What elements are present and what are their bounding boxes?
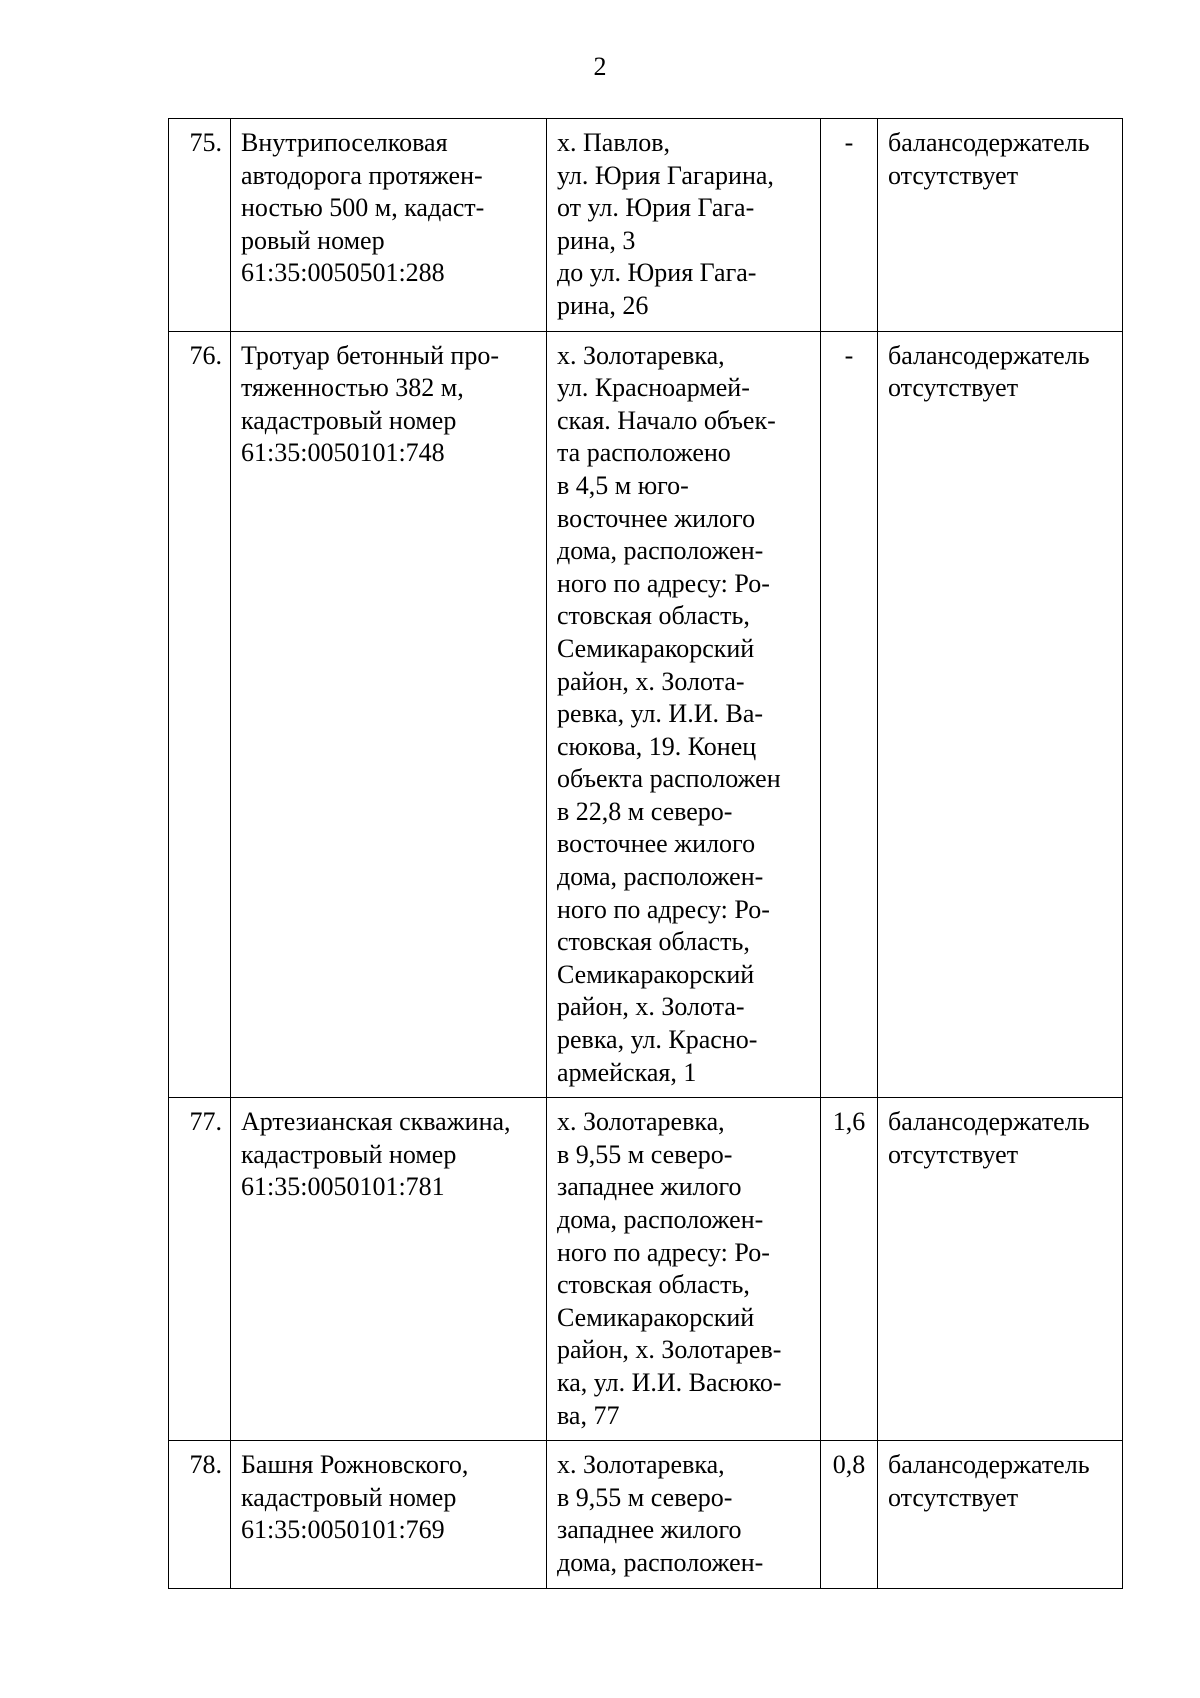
row-number: 77. bbox=[169, 1098, 231, 1441]
holder-line: балансодержатель bbox=[888, 340, 1090, 370]
address-cell bbox=[547, 119, 821, 332]
address-line: х. Золотаревка, bbox=[557, 340, 725, 370]
holder-cell bbox=[878, 1441, 1123, 1588]
object-name-line: Тротуар бетонный про- bbox=[241, 340, 499, 370]
holder-line: отсутствует bbox=[888, 160, 1019, 190]
holder-line: балансодержатель bbox=[888, 128, 1090, 157]
object-name-line: 61:35:0050501:288 bbox=[241, 258, 445, 288]
address-line: район, х. Золота- bbox=[557, 992, 745, 1022]
area-cell: - bbox=[821, 119, 878, 332]
address-line: дома, расположен- bbox=[557, 862, 764, 892]
address-line: армейская, 1 bbox=[557, 1057, 697, 1087]
object-name-line: ровый номер bbox=[241, 225, 385, 255]
object-name-line: Внутрипоселковая bbox=[241, 128, 448, 157]
object-name-line: автодорога протяжен- bbox=[241, 160, 483, 190]
address-line: та расположено bbox=[557, 438, 731, 468]
address-line: район, х. Золота- bbox=[557, 666, 745, 696]
holder-cell bbox=[878, 119, 1123, 332]
address-line: восточнее жилого bbox=[557, 503, 756, 533]
address-line: в 22,8 м северо- bbox=[557, 796, 733, 826]
address-line: ного по адресу: Ро- bbox=[557, 1237, 770, 1267]
address-line: х. Золотаревка, bbox=[557, 1450, 725, 1480]
address-line: ного по адресу: Ро- bbox=[557, 568, 770, 598]
object-name-line: Башня Рожновского, bbox=[241, 1450, 469, 1480]
row-number: 75. bbox=[169, 119, 231, 332]
registry-table-body bbox=[169, 119, 1123, 1589]
row-number: 78. bbox=[169, 1441, 231, 1588]
page-number: 2 bbox=[593, 52, 607, 81]
address-line: в 9,55 м северо- bbox=[557, 1139, 733, 1169]
holder-line: отсутствует bbox=[888, 1139, 1019, 1169]
table-row bbox=[169, 1098, 1123, 1441]
address-line: западнее жилого bbox=[557, 1515, 742, 1545]
address-line: восточнее жилого bbox=[557, 829, 756, 859]
address-line: Семикаракорский bbox=[557, 959, 755, 989]
address-line: ревка, ул. И.И. Ва- bbox=[557, 699, 764, 729]
address-line: ревка, ул. Красно- bbox=[557, 1025, 758, 1055]
object-name-line: Артезианская скважина, bbox=[241, 1107, 511, 1137]
object-name-line: 61:35:0050101:781 bbox=[241, 1172, 445, 1202]
address-line: район, х. Золотарев- bbox=[557, 1335, 782, 1365]
address-line: ного по адресу: Ро- bbox=[557, 894, 770, 924]
object-name-line: тяженностью 382 м, bbox=[241, 373, 464, 403]
address-line: западнее жилого bbox=[557, 1172, 742, 1202]
property-registry-table bbox=[168, 118, 1123, 1589]
holder-line: отсутствует bbox=[888, 373, 1019, 403]
object-name-line: 61:35:0050101:748 bbox=[241, 438, 445, 468]
address-line: сюкова, 19. Конец bbox=[557, 731, 757, 761]
address-line: стовская область, bbox=[557, 927, 750, 957]
area-cell: 1,6 bbox=[821, 1098, 878, 1441]
holder-cell bbox=[878, 1098, 1123, 1441]
address-line: дома, расположен- bbox=[557, 536, 764, 566]
address-line: дома, расположен- bbox=[557, 1547, 764, 1577]
holder-cell bbox=[878, 331, 1123, 1098]
object-name-cell bbox=[231, 1441, 547, 1588]
holder-line: балансодержатель bbox=[888, 1107, 1090, 1137]
address-line: Семикаракорский bbox=[557, 633, 755, 663]
holder-line: балансодержатель bbox=[888, 1450, 1090, 1480]
address-line: рина, 26 bbox=[557, 290, 649, 320]
address-cell bbox=[547, 1441, 821, 1588]
address-line: рина, 3 bbox=[557, 225, 636, 255]
address-line: ул. Юрия Гагарина, bbox=[557, 160, 774, 190]
object-name-cell bbox=[231, 1098, 547, 1441]
address-line: ка, ул. И.И. Васюко- bbox=[557, 1367, 782, 1397]
object-name-cell bbox=[231, 119, 547, 332]
address-line: до ул. Юрия Гага- bbox=[557, 258, 757, 288]
area-cell: - bbox=[821, 331, 878, 1098]
address-line: стовская область, bbox=[557, 601, 750, 631]
object-name-line: кадастровый номер bbox=[241, 1482, 457, 1512]
address-line: стовская область, bbox=[557, 1270, 750, 1300]
address-line: Семикаракорский bbox=[557, 1302, 755, 1332]
table-row bbox=[169, 1441, 1123, 1588]
row-number: 76. bbox=[169, 331, 231, 1098]
address-cell bbox=[547, 1098, 821, 1441]
object-name-line: 61:35:0050101:769 bbox=[241, 1515, 445, 1545]
object-name-line: кадастровый номер bbox=[241, 405, 457, 435]
table-row bbox=[169, 331, 1123, 1098]
address-line: объекта расположен bbox=[557, 764, 781, 794]
address-line: в 9,55 м северо- bbox=[557, 1482, 733, 1512]
holder-line: отсутствует bbox=[888, 1482, 1019, 1512]
address-line: в 4,5 м юго- bbox=[557, 470, 689, 500]
address-line: ская. Начало объек- bbox=[557, 405, 776, 435]
address-line: от ул. Юрия Гага- bbox=[557, 193, 755, 223]
address-cell bbox=[547, 331, 821, 1098]
address-line: х. Золотаревка, bbox=[557, 1107, 725, 1137]
address-line: ул. Красноармей- bbox=[557, 373, 750, 403]
address-line: х. Павлов, bbox=[557, 128, 671, 157]
table-row bbox=[169, 119, 1123, 332]
object-name-line: ностью 500 м, кадаст- bbox=[241, 193, 485, 223]
area-cell: 0,8 bbox=[821, 1441, 878, 1588]
address-line: ва, 77 bbox=[557, 1400, 620, 1430]
object-name-line: кадастровый номер bbox=[241, 1139, 457, 1169]
address-line: дома, расположен- bbox=[557, 1205, 764, 1234]
object-name-cell bbox=[231, 331, 547, 1098]
